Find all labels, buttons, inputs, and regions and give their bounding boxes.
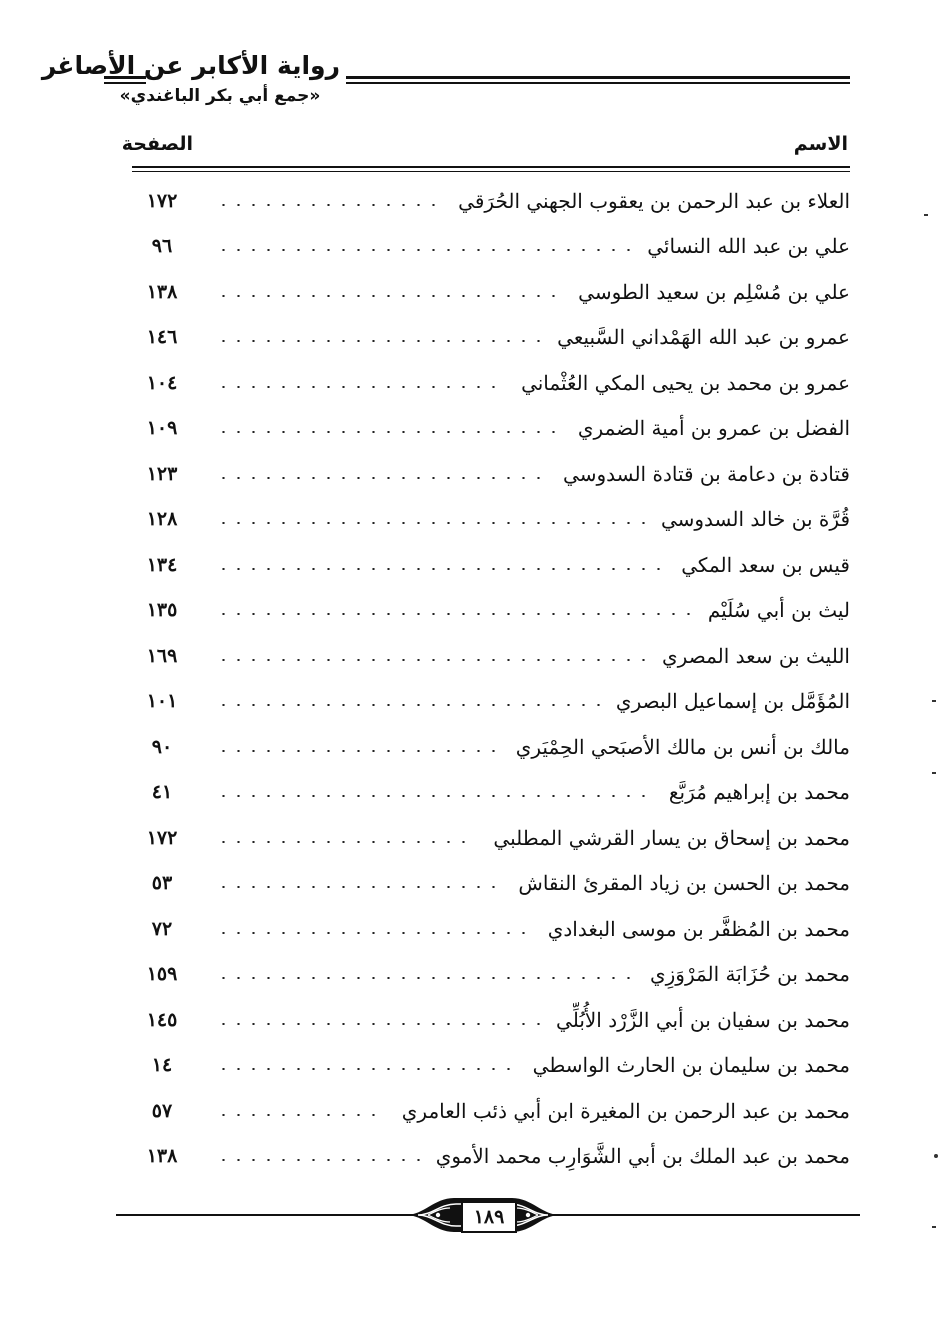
- index-entry-page: ١٣٨: [146, 1145, 178, 1168]
- index-entry-page: ٧٢: [151, 917, 173, 940]
- index-entry-name: الفضل بن عمرو بن أمية الضمري: [577, 416, 850, 441]
- index-entry: [132, 861, 850, 907]
- margin-mark: [932, 772, 936, 774]
- index-entry-page: ١٣٨: [146, 280, 178, 303]
- dot-leader: [216, 568, 665, 570]
- index-entry-page: ١٢٨: [146, 508, 178, 531]
- index-entry-name: الليث بن سعد المصري: [662, 643, 850, 668]
- index-entry-page: ١٤٥: [146, 1008, 178, 1031]
- index-entry-name: ليث بن أبي سُلَيْم: [707, 598, 850, 623]
- index-entry-name: المُؤَمَّل بن إسماعيل البصري: [615, 689, 850, 714]
- column-heading-name: الاسم: [793, 133, 848, 155]
- dot-leader: [216, 886, 502, 888]
- dot-leader: [216, 841, 477, 843]
- index-entry: [132, 360, 850, 406]
- index-entry-page: ١٥٩: [146, 963, 178, 986]
- index-entry: [132, 542, 850, 588]
- dot-leader: [216, 1159, 420, 1161]
- dot-leader: [216, 1023, 540, 1025]
- book-subtitle: «جمع أبي بكر الباغندي»: [119, 86, 321, 106]
- dot-leader: [216, 1114, 386, 1116]
- index-entry: [132, 451, 850, 497]
- index-entry-name: محمد بن سليمان بن الحارث الواسطي: [532, 1053, 850, 1078]
- index-entry: [132, 315, 850, 361]
- index-entry-name: محمد بن إسحاق بن يسار القرشي المطلبي: [493, 825, 850, 850]
- index-entry-name: عمرو بن عبد الله الهَمْداني السَّبيعي: [557, 325, 850, 350]
- index-entry-name: قُرَّة بن خالد السدوسي: [660, 507, 850, 532]
- index-entry-page: ١٧٢: [146, 826, 178, 849]
- index-entry-name: قتادة بن دعامة بن قتادة السدوسي: [563, 461, 850, 486]
- index-entry-name: قيس بن سعد المكي: [681, 552, 850, 577]
- index-entry: [132, 997, 850, 1043]
- index-entry-name: علي بن مُسْلِم بن سعيد الطوسي: [578, 279, 850, 304]
- dot-leader: [216, 386, 505, 388]
- index-entry-name: مالك بن أنس بن مالك الأصبَحي الحِمْيَري: [515, 734, 850, 759]
- index-entry-page: ١٤٦: [146, 326, 178, 349]
- index-entry: [132, 269, 850, 315]
- index-entry: [132, 770, 850, 816]
- index-entry-name: محمد بن سفيان بن أبي الزَّرْد الأُبُلِّي: [556, 1007, 850, 1032]
- header-rule-left: [104, 76, 146, 84]
- index-entry-page: ١٢٣: [146, 462, 178, 485]
- margin-mark: [924, 214, 928, 216]
- index-entry: [132, 406, 850, 452]
- book-title: رواية الأكابر عن الأصاغر: [41, 51, 340, 80]
- dot-leader: [216, 932, 532, 934]
- margin-mark: [932, 700, 936, 702]
- index-entry-name: عمرو بن محمد بن يحيى المكي العُثْماني: [521, 370, 850, 395]
- dot-leader: [216, 249, 631, 251]
- footer-rule-right: [552, 1214, 860, 1216]
- index-entry-page: ١٤: [151, 1054, 173, 1077]
- dot-leader: [216, 795, 653, 797]
- index-entry-page: ١٠٤: [146, 371, 178, 394]
- index-entry: [132, 1088, 850, 1134]
- dot-leader: [216, 340, 541, 342]
- index-entry-page: ٥٣: [151, 872, 173, 895]
- index-entry-page: ١٧٢: [146, 189, 178, 212]
- dot-leader: [216, 1068, 517, 1070]
- index-entry-name: محمد بن حُزَابَة المَرْوَزِي: [649, 962, 850, 987]
- index-entry: [132, 1134, 850, 1180]
- index-entry-page: ٥٧: [151, 1099, 173, 1122]
- footer-rule-left: [116, 1214, 414, 1216]
- index-entry: [132, 588, 850, 634]
- index-entry: [132, 906, 850, 952]
- index-entry: [132, 497, 850, 543]
- index-entry: [132, 679, 850, 725]
- dot-leader: [216, 750, 500, 752]
- dot-leader: [216, 613, 692, 615]
- index-entry-name: محمد بن إبراهيم مُرَبَّع: [668, 780, 850, 805]
- index-entry-page: ٩٠: [151, 735, 173, 758]
- dot-leader: [216, 659, 646, 661]
- index-entry-name: محمد بن عبد الملك بن أبي الشَّوَارِب محمد الأموي: [435, 1144, 850, 1169]
- index-entry-page: ١٠٩: [146, 417, 178, 440]
- index-entry-page: ١٣٥: [146, 599, 178, 622]
- index-entry-name: محمد بن عبد الرحمن بن المغيرة ابن أبي ذئب العامري: [401, 1098, 850, 1123]
- index-entry-name: محمد بن الحسن بن زياد المقرئ النقاش: [518, 871, 850, 896]
- margin-mark: [934, 1154, 938, 1158]
- index-entry: [132, 224, 850, 270]
- index-list: [132, 178, 850, 1179]
- index-entry-page: ١٦٩: [146, 644, 178, 667]
- dot-leader: [216, 977, 634, 979]
- margin-mark: [932, 1226, 936, 1228]
- index-entry-page: ١٠١: [146, 690, 178, 713]
- dot-leader: [216, 704, 600, 706]
- header-rule-right: [346, 76, 850, 84]
- dot-leader: [216, 522, 645, 524]
- index-entry: [132, 815, 850, 861]
- index-entry-name: محمد بن المُظفَّر بن موسى البغدادي: [547, 916, 850, 941]
- page-number: ١٨٩: [461, 1201, 517, 1233]
- column-heading-page: الصفحة: [121, 133, 193, 155]
- index-entry: [132, 952, 850, 998]
- dot-leader: [216, 204, 442, 206]
- index-entry-name: العلاء بن عبد الرحمن بن يعقوب الجهني الحُرَقي: [458, 188, 850, 213]
- index-entry-page: ١٣٤: [146, 553, 178, 576]
- dot-leader: [216, 431, 562, 433]
- index-entry: [132, 724, 850, 770]
- dot-leader: [216, 295, 562, 297]
- heading-rule: [132, 166, 850, 172]
- index-entry-name: علي بن عبد الله النسائي: [647, 234, 850, 259]
- index-entry: [132, 178, 850, 224]
- index-entry-page: ٤١: [151, 781, 173, 804]
- index-entry: [132, 1043, 850, 1089]
- index-entry: [132, 633, 850, 679]
- index-entry-page: ٩٦: [151, 235, 173, 258]
- dot-leader: [216, 477, 547, 479]
